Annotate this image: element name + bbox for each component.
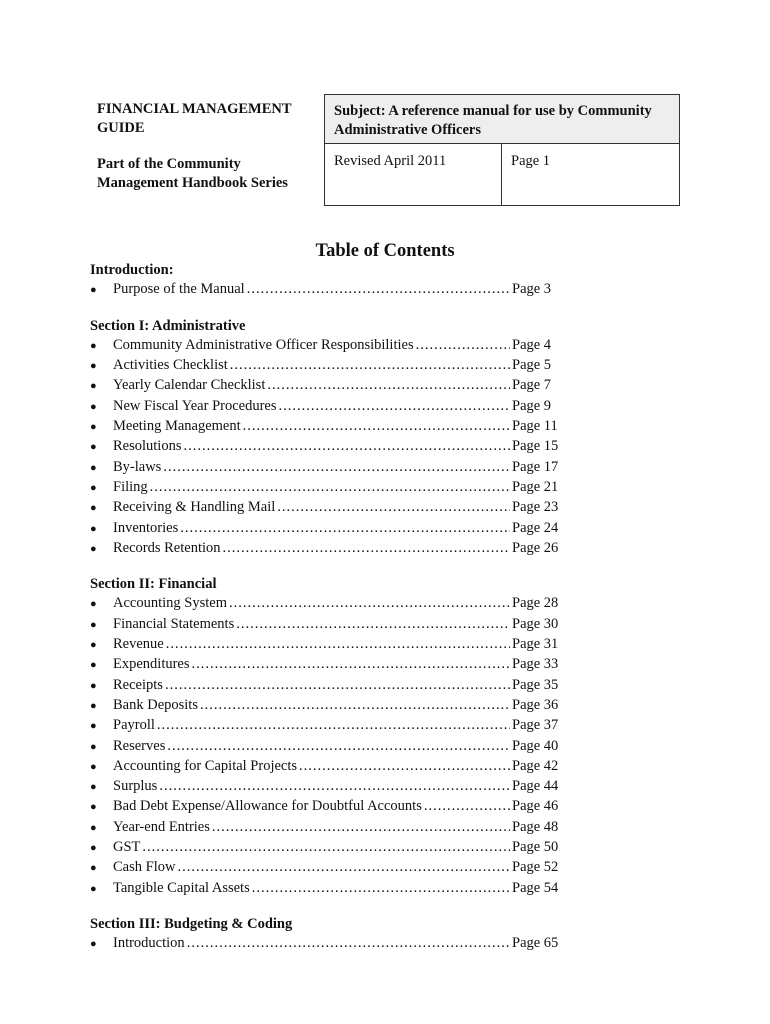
bullet-icon: ● — [90, 502, 97, 515]
toc-entry-label: Records Retention — [113, 539, 221, 556]
series-line1: Part of the Community — [97, 156, 241, 172]
bullet-icon: ● — [90, 421, 97, 434]
dot-leader — [277, 498, 510, 517]
bullet-icon: ● — [90, 760, 97, 773]
toc-entry — [90, 417, 560, 437]
toc-entry-label: GST — [113, 839, 141, 856]
bullet-icon: ● — [90, 481, 97, 494]
toc-entry-label: Accounting System — [113, 595, 227, 612]
dot-leader — [267, 376, 510, 395]
toc-entry-label: Bad Debt Expense/Allowance for Doubtful Accounts — [113, 798, 422, 815]
bullet-icon: ● — [90, 740, 97, 753]
subject-cell — [325, 95, 679, 144]
bullet-icon: ● — [90, 699, 97, 712]
bullet-icon: ● — [90, 542, 97, 555]
toc-entry-label: Community Administrative Officer Responsibilities — [113, 336, 414, 353]
dot-leader — [247, 280, 510, 299]
toc-entry-label: Cash Flow — [113, 859, 176, 876]
toc-entry — [90, 797, 560, 817]
toc-entry-label: Bank Deposits — [113, 696, 198, 713]
toc-entry-label: By-laws — [113, 458, 162, 475]
toc-entry — [90, 716, 560, 736]
dot-leader — [142, 838, 510, 857]
dot-leader — [252, 879, 510, 898]
toc-entry — [90, 336, 560, 356]
toc-entry-label: Accounting for Capital Projects — [113, 757, 298, 774]
dot-leader — [166, 635, 510, 654]
section-heading: Section III: Budgeting & Coding — [90, 915, 293, 932]
toc-entry-label: Tangible Capital Assets — [113, 879, 250, 896]
toc-entry — [90, 818, 560, 838]
toc-entry-label: Reserves — [113, 737, 166, 754]
toc-entry-label: Yearly Calendar Checklist — [113, 377, 266, 394]
toc-entry — [90, 437, 560, 457]
toc-entry — [90, 696, 560, 716]
toc-entry-label: Purpose of the Manual — [113, 281, 245, 298]
toc-entry — [90, 635, 560, 655]
bullet-icon: ● — [90, 380, 97, 393]
toc-title: Table of Contents — [315, 241, 455, 261]
toc-entry-page: Page 26 — [512, 539, 559, 556]
guide-title-line2: GUIDE — [97, 120, 145, 136]
bullet-icon: ● — [90, 882, 97, 895]
toc-entry-page: Page 5 — [512, 357, 552, 374]
toc-entry-label: Filing — [113, 478, 148, 495]
toc-entry — [90, 737, 560, 757]
toc-entry — [90, 676, 560, 696]
toc-entry-page: Page 23 — [512, 499, 559, 516]
toc-entry-page: Page 31 — [512, 636, 559, 653]
dot-leader — [200, 696, 510, 715]
guide-title-line1: FINANCIAL MANAGEMENT — [97, 101, 292, 117]
dot-leader — [192, 655, 510, 674]
revised-date: Revised April 2011 — [325, 144, 502, 205]
dot-leader — [177, 858, 510, 877]
dot-leader — [416, 336, 510, 355]
toc-entry-label: Receiving & Handling Mail — [113, 499, 276, 516]
dot-leader — [230, 356, 510, 375]
bullet-icon: ● — [90, 639, 97, 652]
dot-leader — [236, 615, 510, 634]
bullet-icon: ● — [90, 400, 97, 413]
toc-entry — [90, 655, 560, 675]
header-info-box — [324, 94, 680, 206]
toc-entry-page: Page 46 — [512, 798, 559, 815]
dot-leader — [424, 797, 510, 816]
toc-entry-page: Page 33 — [512, 656, 559, 673]
toc-entry-label: Payroll — [113, 717, 155, 734]
toc-entry-page: Page 17 — [512, 458, 559, 475]
toc-entry-page: Page 65 — [512, 935, 559, 952]
dot-leader — [279, 397, 511, 416]
toc-entry — [90, 757, 560, 777]
toc-entry-page: Page 4 — [512, 336, 552, 353]
toc-entry-page: Page 50 — [512, 839, 559, 856]
toc-entry-page: Page 44 — [512, 778, 559, 795]
dot-leader — [167, 737, 510, 756]
toc-entry-page: Page 15 — [512, 438, 559, 455]
dot-leader — [223, 539, 510, 558]
toc-entry — [90, 498, 560, 518]
toc-entry — [90, 838, 560, 858]
toc-entry-page: Page 48 — [512, 818, 559, 835]
toc-entry-page: Page 52 — [512, 859, 559, 876]
section-heading: Section I: Administrative — [90, 317, 246, 334]
toc-entry — [90, 539, 560, 559]
dot-leader — [229, 594, 510, 613]
toc-entry-page: Page 21 — [512, 478, 559, 495]
toc-entry — [90, 376, 560, 396]
toc-entry — [90, 478, 560, 498]
subject-line1: Subject: A reference manual for use by Community — [334, 103, 652, 119]
dot-leader — [163, 458, 510, 477]
bullet-icon: ● — [90, 461, 97, 474]
toc-entry-page: Page 28 — [512, 595, 559, 612]
toc-entry — [90, 879, 560, 899]
toc-entry — [90, 519, 560, 539]
toc-entry-page: Page 40 — [512, 737, 559, 754]
section-heading: Section II: Financial — [90, 576, 217, 593]
dot-leader — [150, 478, 510, 497]
dot-leader — [212, 818, 510, 837]
bullet-icon: ● — [90, 284, 97, 297]
toc-entry-page: Page 9 — [512, 397, 552, 414]
dot-leader — [157, 716, 510, 735]
bullet-icon: ● — [90, 522, 97, 535]
toc-entry-page: Page 42 — [512, 757, 559, 774]
series-line2: Management Handbook Series — [97, 175, 288, 191]
toc-entry-page: Page 30 — [512, 615, 559, 632]
bullet-icon: ● — [90, 339, 97, 352]
toc-entry-label: Year-end Entries — [113, 818, 210, 835]
toc-entry-page: Page 37 — [512, 717, 559, 734]
toc-entry-label: Expenditures — [113, 656, 190, 673]
dot-leader — [183, 437, 510, 456]
toc-entry-label: Revenue — [113, 636, 164, 653]
toc-entry-page: Page 36 — [512, 696, 559, 713]
subject-line2: Administrative Officers — [334, 122, 481, 138]
bullet-icon: ● — [90, 862, 97, 875]
toc-entry-page: Page 35 — [512, 676, 559, 693]
toc-entry-label: Inventories — [113, 519, 179, 536]
bullet-icon: ● — [90, 842, 97, 855]
dot-leader — [243, 417, 510, 436]
bullet-icon: ● — [90, 441, 97, 454]
toc-entry — [90, 615, 560, 635]
toc-entry — [90, 356, 560, 376]
page-number: Page 1 — [511, 153, 551, 169]
section-heading: Introduction: — [90, 262, 174, 278]
bullet-icon: ● — [90, 598, 97, 611]
bullet-icon: ● — [90, 801, 97, 814]
dot-leader — [180, 519, 510, 538]
toc-entry-label: New Fiscal Year Procedures — [113, 397, 277, 414]
bullet-icon: ● — [90, 360, 97, 373]
toc-entry-label: Activities Checklist — [113, 357, 228, 374]
toc-entry-label: Receipts — [113, 676, 163, 693]
toc-section — [90, 317, 560, 560]
dot-leader — [159, 777, 510, 796]
toc-entry — [90, 934, 560, 954]
toc-entry — [90, 280, 560, 300]
toc-entry-label: Meeting Management — [113, 418, 241, 435]
toc-entry — [90, 594, 560, 614]
toc-entry-label: Introduction — [113, 935, 185, 952]
header-meta-row — [325, 144, 679, 205]
dot-leader — [165, 676, 510, 695]
toc-entry — [90, 858, 560, 878]
bullet-icon: ● — [90, 618, 97, 631]
bullet-icon: ● — [90, 781, 97, 794]
bullet-icon: ● — [90, 821, 97, 834]
bullet-icon: ● — [90, 659, 97, 672]
dot-leader — [187, 934, 510, 953]
toc-entry — [90, 397, 560, 417]
toc-entry-page: Page 54 — [512, 879, 559, 896]
bullet-icon: ● — [90, 720, 97, 733]
toc-entry — [90, 458, 560, 478]
bullet-icon: ● — [90, 679, 97, 692]
table-of-contents — [90, 261, 560, 971]
toc-entry-page: Page 24 — [512, 519, 559, 536]
toc-entry-page: Page 3 — [512, 281, 552, 298]
toc-entry-label: Resolutions — [113, 438, 182, 455]
guide-title-block — [97, 100, 312, 193]
toc-entry — [90, 777, 560, 797]
dot-leader — [299, 757, 510, 776]
toc-section — [90, 915, 560, 955]
bullet-icon: ● — [90, 938, 97, 951]
toc-entry-label: Financial Statements — [113, 615, 235, 632]
toc-entry-label: Surplus — [113, 778, 158, 795]
series-block — [97, 155, 312, 193]
toc-entry-page: Page 11 — [512, 418, 558, 435]
toc-section — [90, 261, 560, 301]
toc-section — [90, 575, 560, 899]
toc-entry-page: Page 7 — [512, 377, 552, 394]
